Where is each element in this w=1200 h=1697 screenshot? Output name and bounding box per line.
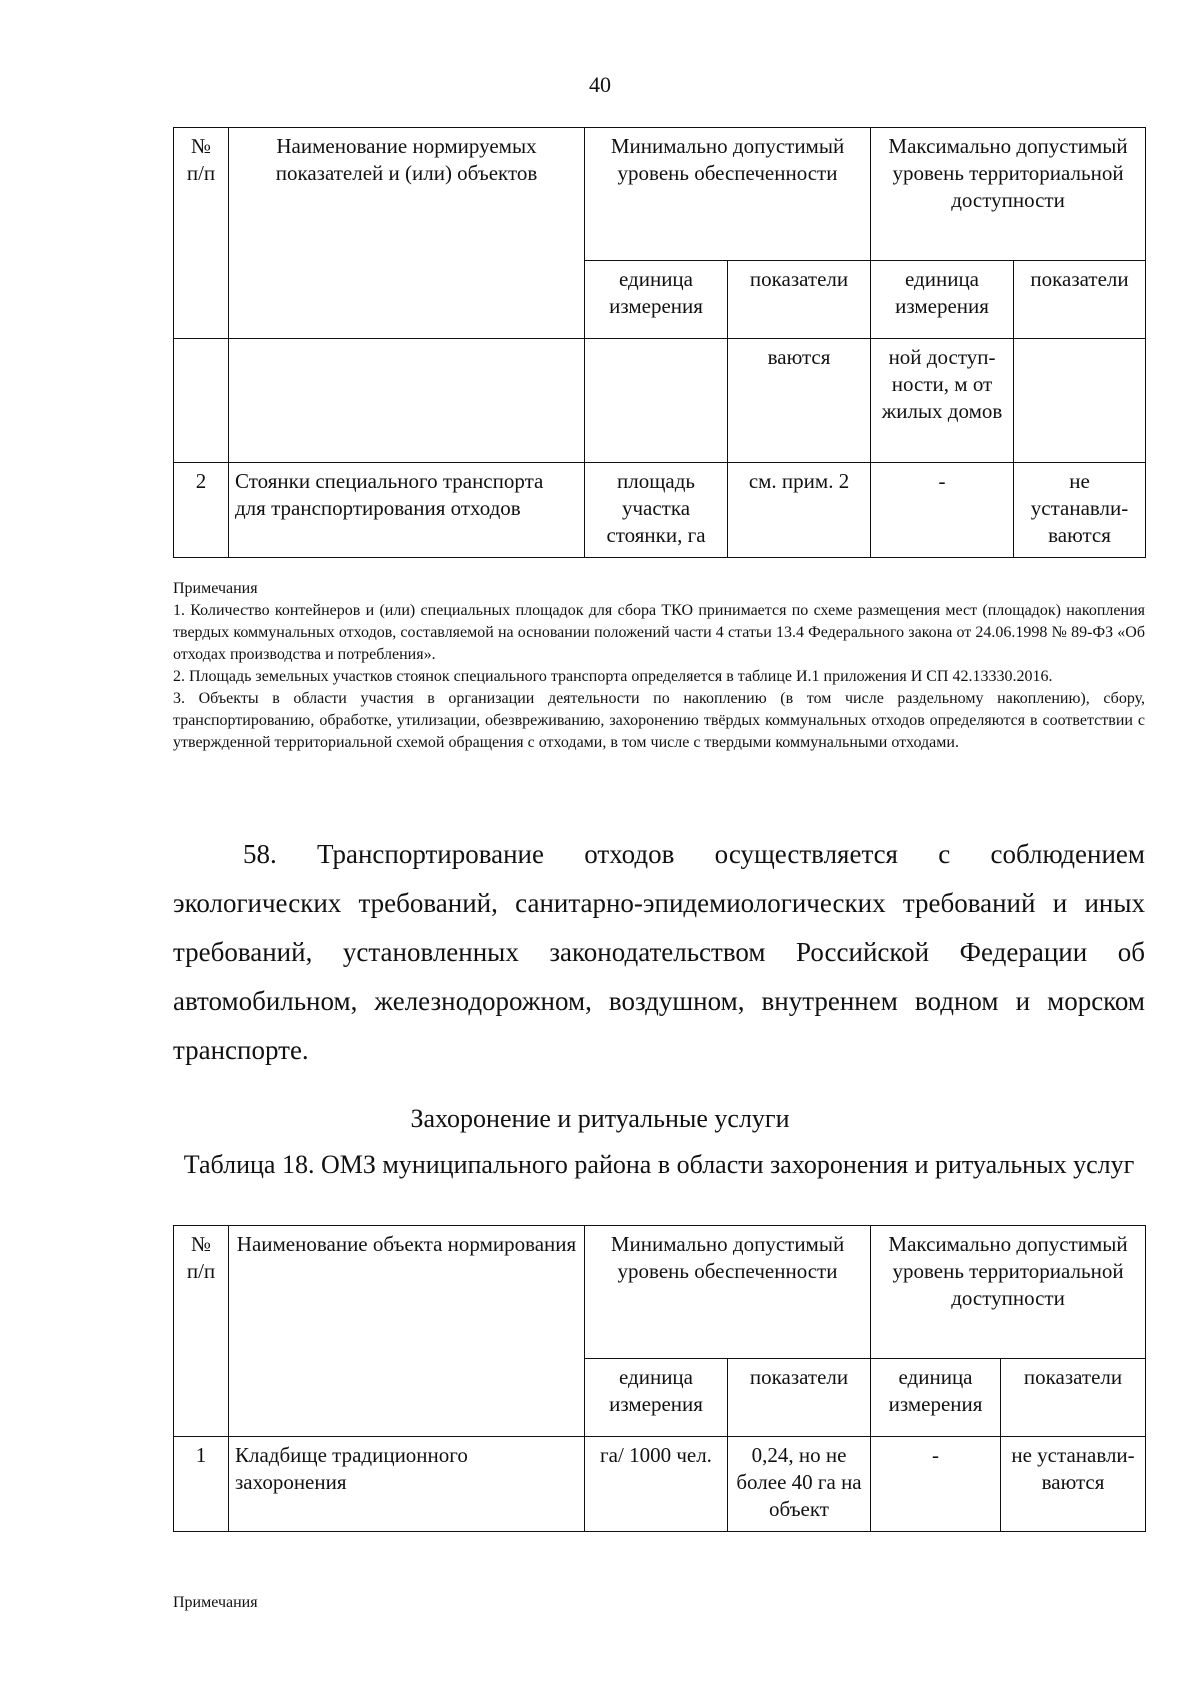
- header-name: Наименование объекта нормирования: [229, 1226, 585, 1437]
- header-indicators: показатели: [728, 261, 871, 339]
- header-number: № п/п: [174, 1226, 229, 1437]
- page-number: 40: [589, 72, 611, 97]
- note-item: 1. Количество контейнеров и (или) специальных площадок для сбора ТКО принимается по схеме размещения мест (площадок) накопления твердых коммунальных отходов, составляемой на основании положений части 4 статьи 13.4 Федерального закона от 24.06.1998 № 89-ФЗ «Об отходах производства и потребления».: [173, 602, 1145, 663]
- header-unit-2: единица измерения: [871, 1359, 1001, 1437]
- cell-unit-2: -: [871, 1437, 1001, 1532]
- waste-standards-table: [173, 127, 1146, 558]
- burial-standards-table: [173, 1225, 1146, 1532]
- section-title: Захоронение и ритуальные услуги: [410, 1104, 790, 1133]
- notes-title: Примечания: [173, 580, 258, 597]
- cell-unit-2: ной доступ-ности, м от жилых домов: [871, 339, 1014, 463]
- header-unit: единица измерения: [585, 261, 728, 339]
- cell-value: 0,24, но не более 40 га на объект: [728, 1437, 871, 1532]
- cell-name: Стоянки специального транспорта для транспортирования отходов: [229, 463, 585, 558]
- cell-value-2: не устанавли-ваются: [1001, 1437, 1146, 1532]
- table-notes: [173, 578, 1145, 754]
- note-item: 3. Объекты в области участия в организации деятельности по накоплению (в том числе раздельному накоплению), сбору, транспортированию, обработке, утилизации, обезвреживанию, захоронению твёрдых коммунальных отходов определяются в соответствии с утвержденной территориальной схемой обращения с отходами, в том числе с твердыми коммунальными отходами.: [173, 690, 1145, 751]
- cell-name: [229, 339, 585, 463]
- cell-unit: площадь участка стоянки, га: [585, 463, 728, 558]
- cell-number: 2: [174, 463, 229, 558]
- header-indicators-2: показатели: [1014, 261, 1146, 339]
- paragraph-58: 58. Транспортирование отходов осуществляется с соблюдением экологических требований, санитарно-эпидемиологических требований и иных требований, установленных законодательством Российской Федерации об автомобильном, железнодорожном, воздушном, внутреннем водном и морском транспорте.: [173, 839, 1145, 1065]
- table-row: [174, 463, 1146, 558]
- header-unit: единица измерения: [585, 1359, 728, 1437]
- cell-unit-2: -: [871, 463, 1014, 558]
- cell-value-2: не устанавли-ваются: [1014, 463, 1146, 558]
- note-item: 2. Площадь земельных участков стоянок специального транспорта определяется в таблице И.1 приложения И СП 42.13330.2016.: [173, 668, 1053, 685]
- cell-name: Кладбище традиционного захоронения: [229, 1437, 585, 1532]
- header-name: Наименование нормируемых показателей и (или) объектов: [229, 128, 585, 339]
- header-min-level: Минимально допустимый уровень обеспеченности: [585, 1226, 871, 1359]
- cell-value-2: [1014, 339, 1146, 463]
- header-min-level: Минимально допустимый уровень обеспеченности: [585, 128, 871, 261]
- table-header-row: [174, 1226, 1146, 1359]
- cell-number: 1: [174, 1437, 229, 1532]
- table-caption: Таблица 18. ОМЗ муниципального района в области захоронения и ритуальных услуг: [183, 1150, 1135, 1179]
- table-row: [174, 1437, 1146, 1532]
- header-unit-2: единица измерения: [871, 261, 1014, 339]
- header-indicators-2: показатели: [1001, 1359, 1146, 1437]
- header-max-level: Максимально допустимый уровень территориальной доступности: [871, 128, 1146, 261]
- table-notes-2: [173, 1592, 1145, 1614]
- header-max-level: Максимально допустимый уровень территориальной доступности: [871, 1226, 1146, 1359]
- notes-title: Примечания: [173, 1594, 258, 1611]
- cell-value: ваются: [728, 339, 871, 463]
- table-row: [174, 339, 1146, 463]
- cell-unit: [585, 339, 728, 463]
- table-header-row: [174, 128, 1146, 261]
- header-indicators: показатели: [728, 1359, 871, 1437]
- cell-value: см. прим. 2: [728, 463, 871, 558]
- cell-unit: га/ 1000 чел.: [585, 1437, 728, 1532]
- cell-number: [174, 339, 229, 463]
- header-number: № п/п: [174, 128, 229, 339]
